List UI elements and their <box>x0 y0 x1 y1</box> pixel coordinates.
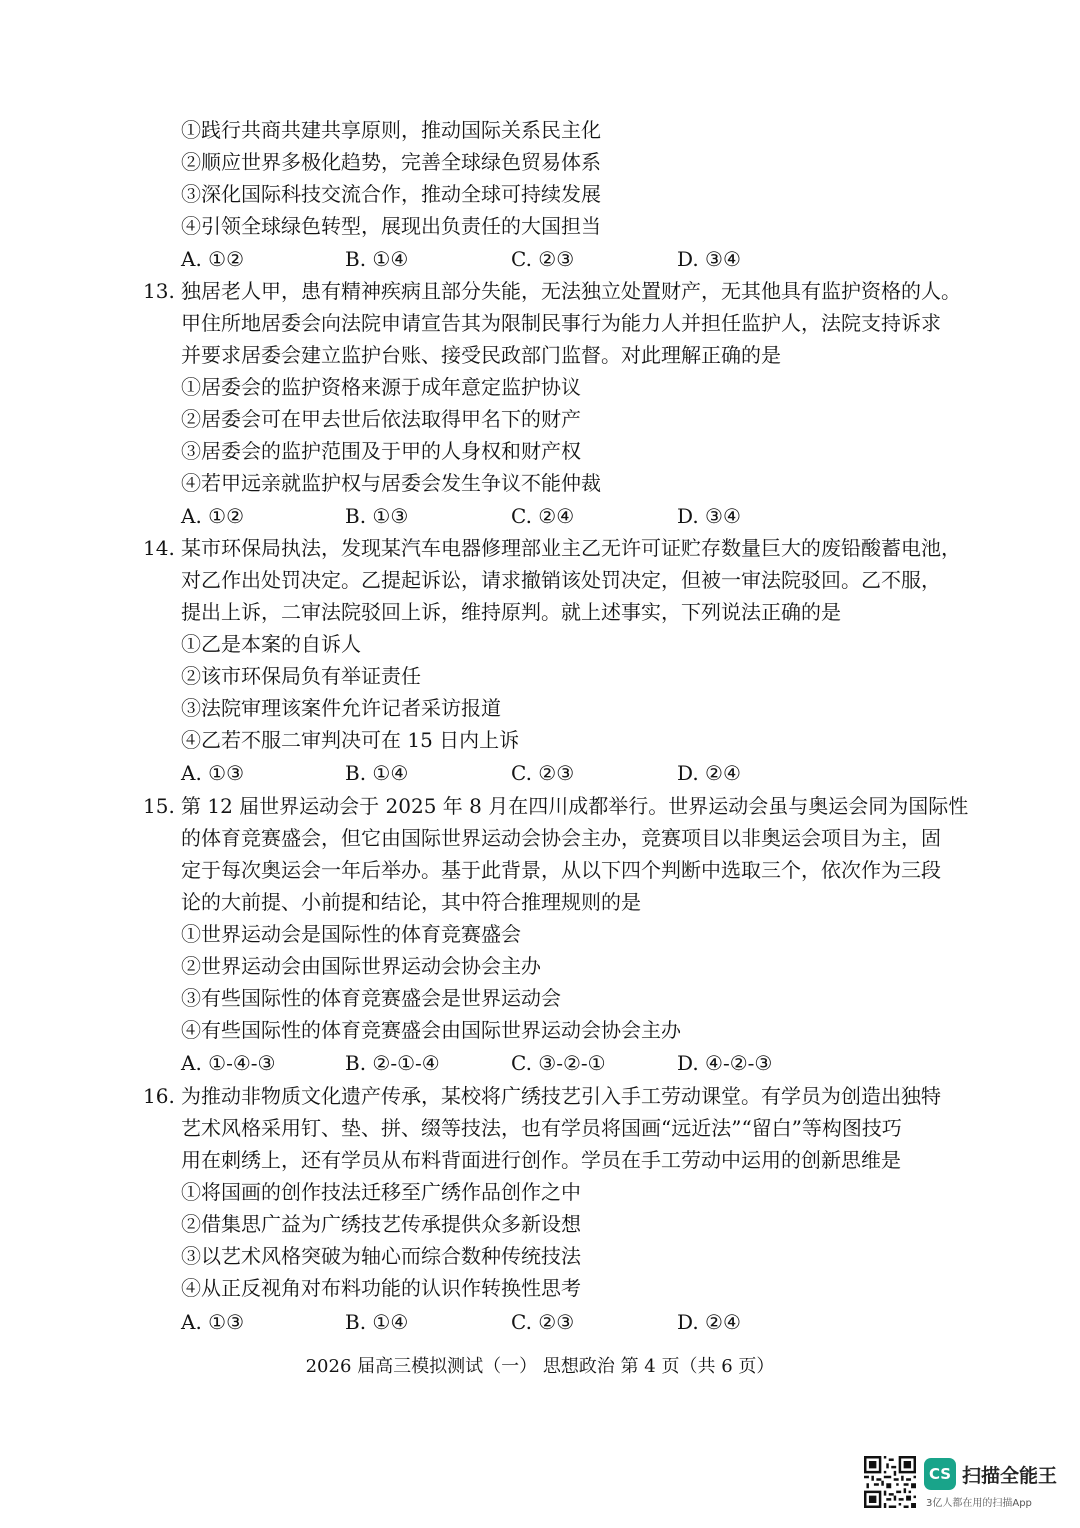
q12-option-a: A. ①② <box>181 247 245 271</box>
q16-statement-2: ②借集思广益为广绣技艺传承提供众多新设想 <box>181 1212 581 1236</box>
q15-option-a: A. ①-④-③ <box>181 1051 276 1075</box>
q14-stem-line-1: 某市环保局执法，发现某汽车电器修理部业主乙无许可证贮存数量巨大的废铅酸蓄电池， <box>181 536 961 560</box>
q13-statement-2: ②居委会可在甲去世后依法取得甲名下的财产 <box>181 407 581 431</box>
q12-statement-1: ①践行共商共建共享原则，推动国际关系民主化 <box>181 118 601 142</box>
q16-stem-line-1: 为推动非物质文化遗产传承，某校将广绣技艺引入手工劳动课堂。有学员为创造出独特 <box>181 1084 941 1108</box>
qr-code-icon <box>864 1456 916 1508</box>
q15-stem-line-3: 定于每次奥运会一年后举办。基于此背景，从以下四个判断中选取三个，依次作为三段 <box>181 858 941 882</box>
q15-stem-line-2: 的体育竞赛盛会，但它由国际世界运动会协会主办，竞赛项目以非奥运会项目为主，固 <box>181 826 941 850</box>
q14-stem-line-3: 提出上诉，二审法院驳回上诉，维持原判。就上述事实，下列说法正确的是 <box>181 600 841 624</box>
page-footer: 2026 届高三模拟测试（一） 思想政治 第 4 页（共 6 页） <box>305 1356 775 1377</box>
q13-stem-line-1: 独居老人甲，患有精神疾病且部分失能，无法独立处置财产，无其他具有监护资格的人。 <box>181 279 961 303</box>
q13-stem-line-3: 并要求居委会建立监护台账、接受民政部门监督。对此理解正确的是 <box>181 343 781 367</box>
q14-statement-4: ④乙若不服二审判决可在 15 日内上诉 <box>181 728 520 752</box>
q16-option-b: B. ①④ <box>345 1310 409 1334</box>
q16-option-c: C. ②③ <box>511 1310 575 1334</box>
q13-stem-line-2: 甲住所地居委会向法院申请宣告其为限制民事行为能力人并担任监护人，法院支持诉求 <box>181 311 941 335</box>
q13-statement-1: ①居委会的监护资格来源于成年意定监护协议 <box>181 375 581 399</box>
q16-stem-line-3: 用在刺绣上，还有学员从布料背面进行创作。学员在手工劳动中运用的创新思维是 <box>181 1148 901 1172</box>
q16-option-d: D. ②④ <box>677 1310 741 1334</box>
q16-number: 16. <box>143 1084 175 1108</box>
q16-statement-1: ①将国画的创作技法迁移至广绣作品创作之中 <box>181 1180 581 1204</box>
q15-option-d: D. ④-②-③ <box>677 1051 773 1075</box>
q14-option-c: C. ②③ <box>511 761 575 785</box>
q12-statement-2: ②顺应世界多极化趋势，完善全球绿色贸易体系 <box>181 150 601 174</box>
q12-statement-4: ④引领全球绿色转型，展现出负责任的大国担当 <box>181 214 601 238</box>
camscanner-tagline: 3亿人都在用的扫描App <box>926 1498 1032 1509</box>
q16-statement-4: ④从正反视角对布料功能的认识作转换性思考 <box>181 1276 581 1300</box>
q13-option-b: B. ①③ <box>345 504 409 528</box>
q14-stem-line-2: 对乙作出处罚决定。乙提起诉讼，请求撤销该处罚决定，但被一审法院驳回。乙不服， <box>181 568 941 592</box>
q12-option-c: C. ②③ <box>511 247 575 271</box>
q13-number: 13. <box>143 279 175 303</box>
q14-option-d: D. ②④ <box>677 761 741 785</box>
q12-option-d: D. ③④ <box>677 247 741 271</box>
q15-option-b: B. ②-①-④ <box>345 1051 440 1075</box>
camscanner-logo-icon: CS <box>924 1458 956 1490</box>
q15-option-c: C. ③-②-① <box>511 1051 606 1075</box>
q15-statement-3: ③有些国际性的体育竞赛盛会是世界运动会 <box>181 986 561 1010</box>
q14-number: 14. <box>143 536 175 560</box>
q13-statement-3: ③居委会的监护范围及于甲的人身权和财产权 <box>181 439 581 463</box>
q15-stem-line-1: 第 12 届世界运动会于 2025 年 8 月在四川成都举行。世界运动会虽与奥运会同为国际性 <box>181 794 969 818</box>
q14-option-a: A. ①③ <box>181 761 245 785</box>
q14-statement-2: ②该市环保局负有举证责任 <box>181 664 421 688</box>
q16-option-a: A. ①③ <box>181 1310 245 1334</box>
q16-stem-line-2: 艺术风格采用钉、垫、拼、缀等技法，也有学员将国画“远近法”“留白”等构图技巧 <box>181 1116 902 1140</box>
q13-option-d: D. ③④ <box>677 504 741 528</box>
q15-statement-2: ②世界运动会由国际世界运动会协会主办 <box>181 954 541 978</box>
q13-statement-4: ④若甲远亲就监护权与居委会发生争议不能仲裁 <box>181 471 601 495</box>
q13-option-a: A. ①② <box>181 504 245 528</box>
q14-statement-1: ①乙是本案的自诉人 <box>181 632 361 656</box>
q14-statement-3: ③法院审理该案件允许记者采访报道 <box>181 696 501 720</box>
q12-option-b: B. ①④ <box>345 247 409 271</box>
q15-stem-line-4: 论的大前提、小前提和结论，其中符合推理规则的是 <box>181 890 641 914</box>
q16-statement-3: ③以艺术风格突破为轴心而综合数种传统技法 <box>181 1244 581 1268</box>
q15-statement-1: ①世界运动会是国际性的体育竞赛盛会 <box>181 922 521 946</box>
camscanner-name: 扫描全能王 <box>962 1465 1058 1487</box>
q14-option-b: B. ①④ <box>345 761 409 785</box>
q15-number: 15. <box>143 794 175 818</box>
q13-option-c: C. ②④ <box>511 504 575 528</box>
q15-statement-4: ④有些国际性的体育竞赛盛会由国际世界运动会协会主办 <box>181 1018 681 1042</box>
q12-statement-3: ③深化国际科技交流合作，推动全球可持续发展 <box>181 182 601 206</box>
